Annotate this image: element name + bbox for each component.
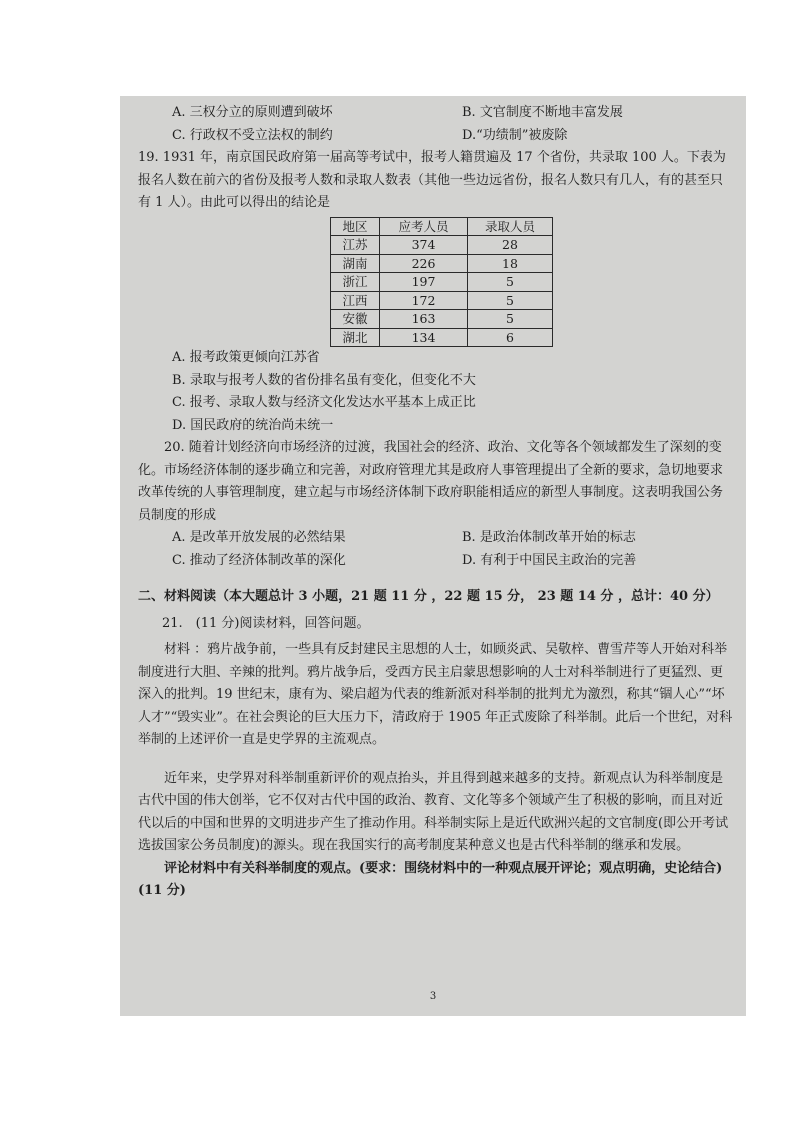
q21-task: 评论材料中有关科举制度的观点。(要求：围绕材料中的一种观点展开评论；观点明确，史论结合)(11 分) — [138, 860, 723, 898]
q19-stem: 19. 1931 年，南京国民政府第一届高等考试中，报考人籍贯遍及 17 个省份，共录取 100 人。下表为报名人数在前六的省份及报考人数和录取人数表（其他一些边远省份，报名人数只有几人，有的甚至只有 1 人）。由此可以得出的结论是 — [138, 150, 726, 210]
q21-material-2: 近年来，史学界对科举制重新评价的观点抬头，并且得到越来越多的支持。新观点认为科举制度是古代中国的伟大创举，它不仅对古代中国的政治、教育、文化等多个领域产生了积极的影响，而且对近代以后的中国和世界的文明进步产生了推动作用。科举制实际上是近代欧洲兴起的文官制度(即公开考试选拔国家公务员制度)的源头。现在我国实行的高考制度某种意义也是古代科举制的继承和发展。 — [138, 770, 729, 853]
table-cell: 28 — [468, 236, 553, 255]
q19-option-c: C. 报考、录取人数与经济文化发达水平基本上成正比 — [172, 395, 476, 410]
table-cell: 江西 — [331, 291, 380, 310]
q18-options-row-1 — [138, 102, 734, 125]
table-row — [331, 236, 553, 255]
q18-option-a: A. 三权分立的原则遭到破坏 — [172, 105, 333, 120]
q21-header: 21. (11 分)阅读材料，回答问题。 — [162, 615, 370, 631]
q20-option-d: D. 有利于中国民主政治的完善 — [462, 552, 637, 568]
table-cell: 湖北 — [331, 328, 380, 347]
q20-option-b: B. 是政治体制改革开始的标志 — [462, 530, 636, 545]
q20-stem: 20. 随着计划经济向市场经济的过渡，我国社会的经济、政治、文化等各个领域都发生了深刻的变化。市场经济体制的逐步确立和完善，对政府管理尤其是政府人事管理提出了全新的要求，急切地要求改革传统的人事管理制度，建立起与市场经济体制下政府职能相适应的新型人事制度。这表明我国公务员制度的形成 — [138, 440, 724, 523]
table-cell: 172 — [380, 291, 468, 310]
table-cell: 18 — [468, 254, 553, 273]
q20-options-row-1 — [138, 527, 734, 550]
table-cell: 5 — [468, 310, 553, 329]
table-header-row — [331, 217, 553, 236]
table-cell: 226 — [380, 254, 468, 273]
q19-table — [330, 217, 553, 348]
table-cell: 5 — [468, 291, 553, 310]
table-row — [331, 291, 553, 310]
q20-option-c: C. 推动了经济体制改革的深化 — [172, 552, 346, 568]
table-cell: 134 — [380, 328, 468, 347]
section-2-title: 二、材料阅读（本大题总计 3 小题，21 题 11 分 ，22 题 15 分， 23 题 14 分 ，总计：40 分） — [138, 589, 719, 604]
table-cell: 5 — [468, 273, 553, 292]
q19-option-d: D. 国民政府的统治尚未统一 — [172, 417, 334, 433]
table-cell: 374 — [380, 236, 468, 255]
table-cell: 6 — [468, 328, 553, 347]
table-header-applicants: 应考人员 — [380, 217, 468, 236]
table-row — [331, 310, 553, 329]
table-header-region: 地区 — [331, 217, 380, 236]
table-cell: 163 — [380, 310, 468, 329]
q19-option-a: A. 报考政策更倾向江苏省 — [172, 350, 320, 365]
q21-material-1: 材料 ：鸦片战争前，一些具有反封建民主思想的人士，如顾炎武、吴敬梓、曹雪芹等人开始对科举制度进行大胆、辛辣的批判。鸦片战争后，受西方民主启蒙思想影响的人士对科举制进行了更猛烈、更深入的批判。19 世纪末，康有为、梁启超为代表的维新派对科举制的批判尤为激烈，称其“锢人心”“坏人才”“毁实业”。在社会舆论的巨大压力下，清政府于 1905 年正式废除了科举制。此后一个世纪，对科举制的上述评价一直是史学界的主流观点。 — [138, 642, 733, 747]
table-row — [331, 254, 553, 273]
table-cell: 江苏 — [331, 236, 380, 255]
q19-option-b: B. 录取与报考人数的省份排名虽有变化，但变化不大 — [172, 372, 476, 388]
table-row — [331, 273, 553, 292]
table-cell: 197 — [380, 273, 468, 292]
page-number: 3 — [429, 990, 437, 1002]
q18-option-c: C. 行政权不受立法权的制约 — [172, 127, 333, 143]
table-cell: 安徽 — [331, 310, 380, 329]
q20-options-row-2 — [138, 550, 734, 573]
table-cell: 浙江 — [331, 273, 380, 292]
q20-option-a: A. 是改革开放发展的必然结果 — [172, 530, 346, 545]
table-header-admitted: 录取人员 — [468, 217, 553, 236]
table-cell: 湖南 — [331, 254, 380, 273]
table-row — [331, 328, 553, 347]
q18-option-b: B. 文官制度不断地丰富发展 — [462, 105, 623, 120]
q18-options-row-2 — [138, 125, 734, 148]
q18-option-d: D.“功绩制”被废除 — [462, 127, 568, 143]
exam-page — [120, 96, 746, 1016]
